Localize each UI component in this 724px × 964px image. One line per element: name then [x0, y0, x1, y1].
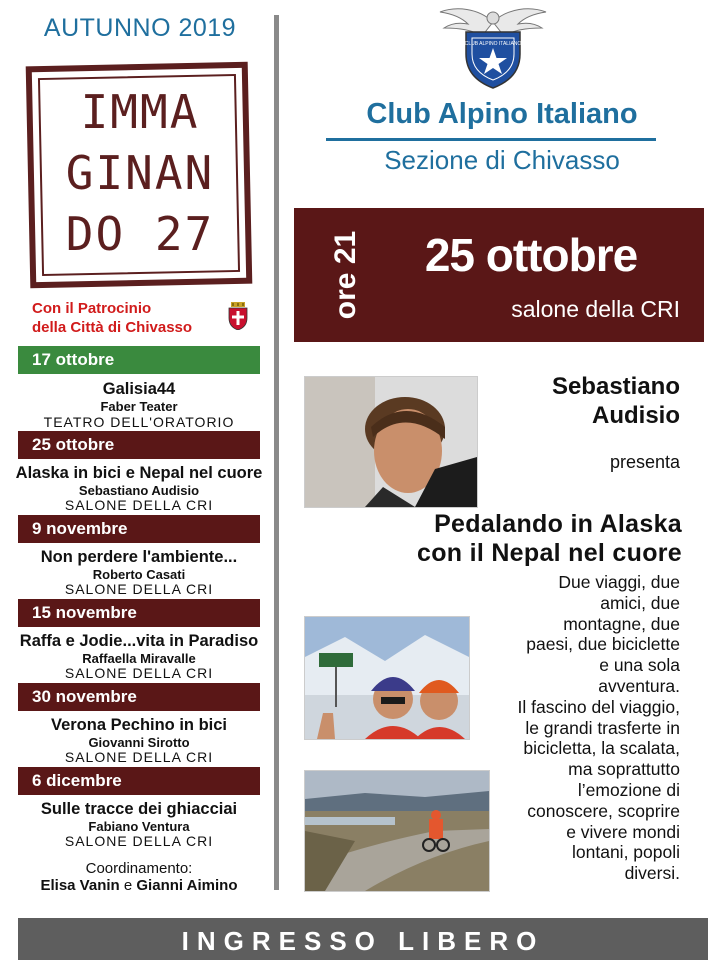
description-line: ma soprattutto	[568, 759, 680, 780]
schedule-speaker: Giovanni Sirotto	[88, 735, 190, 750]
schedule-speaker: Roberto Casati	[92, 567, 186, 582]
event-time: ore 21	[329, 230, 362, 320]
coordination-names	[14, 877, 264, 894]
coordinator-conjunction: e	[123, 877, 133, 894]
schedule-speaker: Raffaella Miravalle	[82, 651, 196, 666]
organization-section: Sezione di Chivasso	[384, 145, 620, 175]
column-divider	[274, 15, 279, 890]
schedule-place: TEATRO DELL'ORATORIO	[43, 414, 235, 430]
schedule-speaker: Fabiano Ventura	[88, 819, 190, 834]
schedule-place: SALONE DELLA CRI	[64, 497, 214, 513]
cyclists-selfie-photo	[304, 616, 470, 740]
description-line: e vivere mondi	[566, 821, 680, 842]
schedule-speaker: Sebastiano Audisio	[78, 483, 200, 498]
schedule-place: SALONE DELLA CRI	[64, 833, 214, 849]
description-line: diversi.	[624, 863, 680, 884]
speaker-name	[492, 372, 680, 430]
description-line: Due viaggi, due	[558, 572, 680, 592]
description-line: amici, due	[600, 592, 680, 613]
talk-description	[480, 572, 680, 884]
speaker-last-name: Audisio	[592, 402, 680, 429]
schedule-title: Verona Pechino in bici	[50, 716, 228, 734]
schedule-place: SALONE DELLA CRI	[64, 581, 214, 597]
schedule-place: SALONE DELLA CRI	[64, 749, 214, 765]
talk-title	[300, 510, 682, 568]
schedule-date: 17 ottobre	[18, 346, 260, 374]
schedule-speaker: Faber Teater	[100, 399, 178, 414]
schedule-title: Raffa e Jodie...vita in Paradiso	[19, 632, 259, 650]
emblem-text: CLUB ALPINO ITALIANO	[464, 41, 522, 47]
logo-line: DO 27	[65, 207, 215, 261]
season-title: AUTUNNO 2019	[43, 14, 237, 42]
schedule-date: 9 novembre	[18, 515, 260, 543]
description-line: conoscere, scoprire	[527, 800, 680, 821]
presents-label: presenta	[609, 452, 680, 472]
schedule-date: 25 ottobre	[18, 431, 260, 459]
organization-name: Club Alpino Italiano	[366, 98, 638, 130]
cyclist-road-photo	[304, 770, 490, 892]
coordinator-name: Gianni Aimino	[136, 877, 238, 894]
speaker-first-name: Sebastiano	[551, 373, 680, 400]
description-line: avventura.	[598, 675, 680, 696]
event-date: 25 ottobre	[424, 229, 638, 281]
schedule-place: SALONE DELLA CRI	[64, 665, 214, 681]
description-line: bicicletta, la scalata,	[523, 738, 680, 759]
patronage-line: della Città di Chivasso	[32, 319, 193, 336]
patronage-line: Con il Patrocinio	[32, 300, 152, 317]
speaker-portrait-photo	[304, 376, 478, 508]
event-place: salone della CRI	[511, 296, 680, 322]
description-line: montagne, due	[563, 613, 680, 634]
coordinator-name: Elisa Vanin	[40, 877, 120, 894]
talk-title-line: Pedalando in Alaska	[434, 510, 682, 538]
description-line: l’emozione di	[577, 779, 680, 800]
cai-emblem-icon	[438, 2, 548, 90]
coordination-label: Coordinamento:	[85, 860, 193, 877]
free-entry-banner: INGRESSO LIBERO	[18, 918, 708, 960]
schedule-title: Alaska in bici e Nepal nel cuore	[15, 464, 263, 482]
description-line: paesi, due biciclette	[526, 634, 680, 655]
description-line: Il fascino del viaggio,	[517, 696, 680, 717]
schedule-date: 15 novembre	[18, 599, 260, 627]
talk-title-line: con il Nepal nel cuore	[417, 539, 682, 567]
patronage	[32, 299, 192, 337]
schedule-title: Sulle tracce dei ghiacciai	[40, 800, 238, 818]
description-line: le grandi trasferte in	[525, 717, 680, 738]
description-line: e una sola	[599, 655, 680, 676]
description-line: lontani, popoli	[572, 842, 680, 863]
schedule-date: 30 novembre	[18, 683, 260, 711]
schedule-title: Non perdere l'ambiente...	[40, 548, 238, 566]
logo-line: IMMA	[80, 85, 200, 139]
schedule-date: 6 dicembre	[18, 767, 260, 795]
schedule-title: Galisia44	[102, 380, 176, 398]
festival-logo	[40, 82, 240, 265]
title-rule	[326, 138, 656, 141]
logo-line: GINAN	[65, 146, 215, 200]
city-crest-icon	[228, 302, 248, 330]
